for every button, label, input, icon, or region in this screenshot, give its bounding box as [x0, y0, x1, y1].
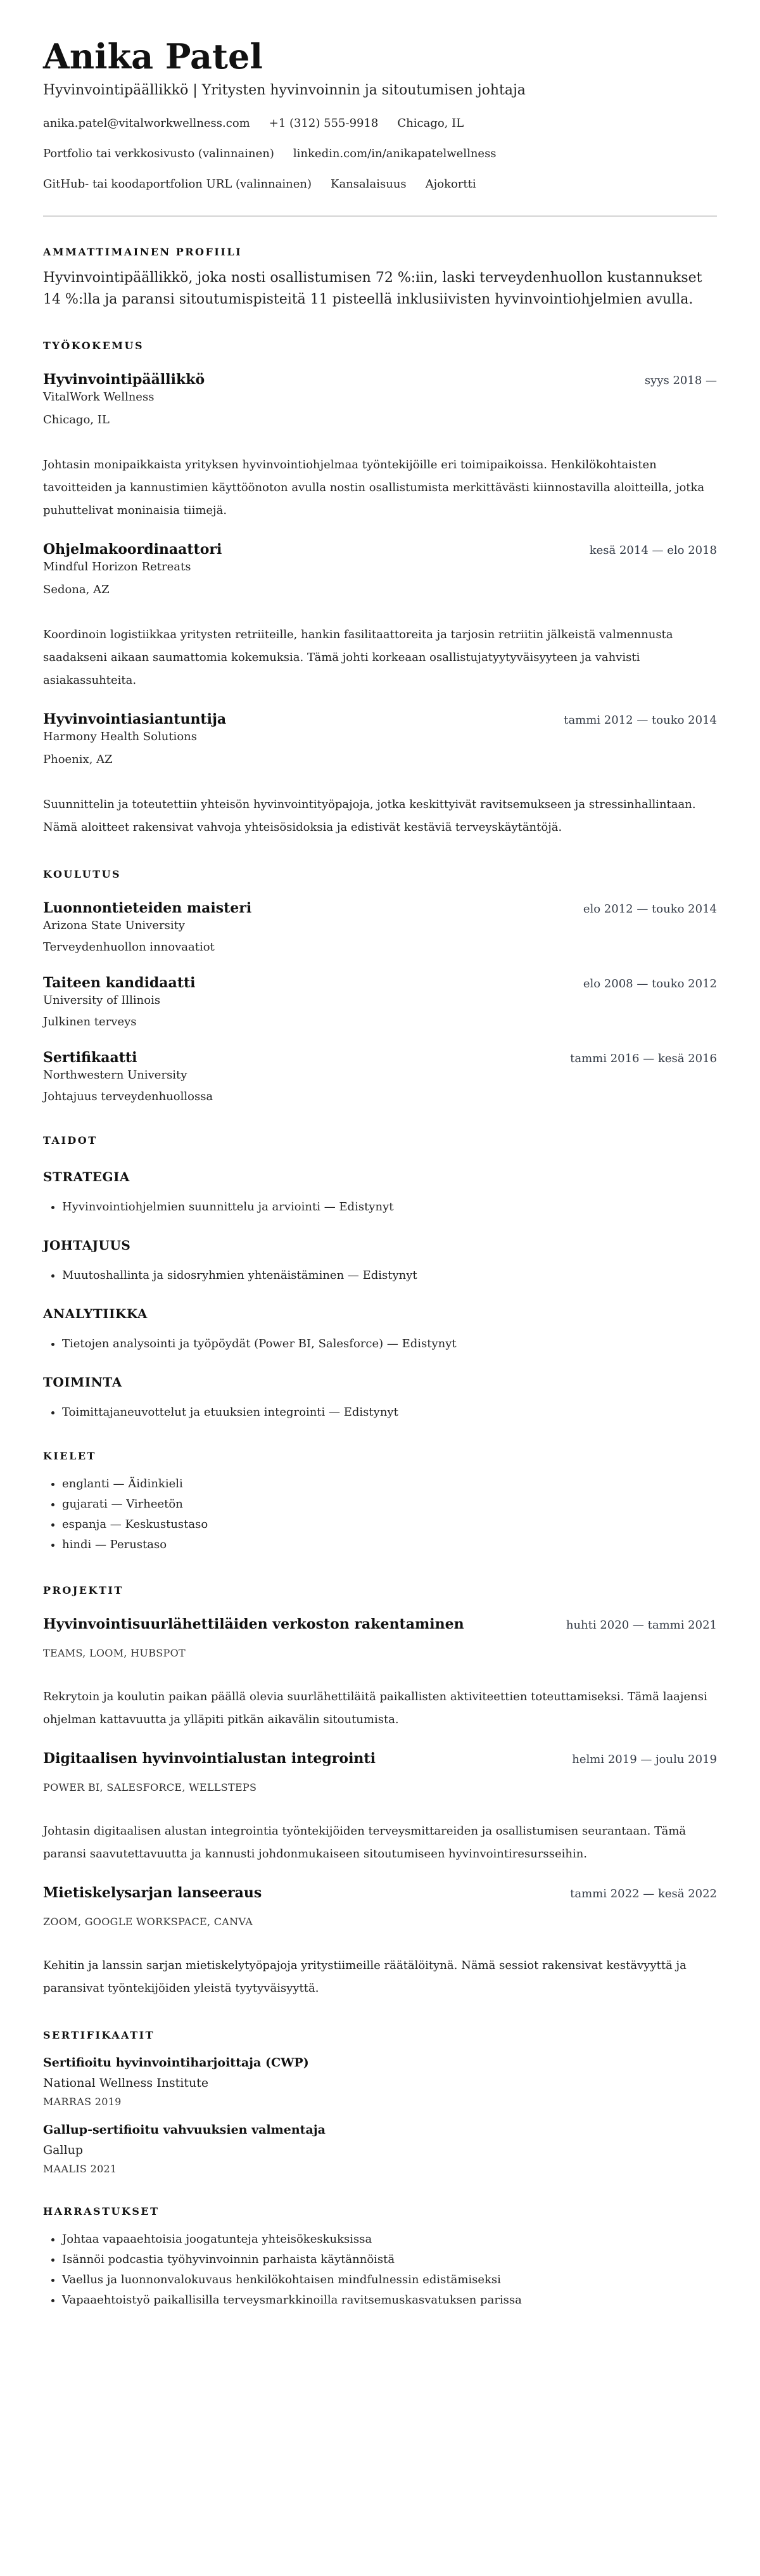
project-title: Hyvinvointisuurlähettiläiden verkoston rakentaminen [43, 1616, 464, 1632]
project-tech: ZOOM, GOOGLE WORKSPACE, CANVA [43, 1916, 253, 1928]
school-name: Arizona State University [43, 919, 185, 932]
drivers-license: Ajokortti [425, 177, 476, 191]
section-title-education: KOULUTUS [43, 868, 122, 880]
skill-group-title: JOHTAJUUS [43, 1238, 131, 1253]
education-dates: tammi 2016 — kesä 2016 [570, 1052, 717, 1065]
resume-header [43, 37, 717, 217]
contact-row-3 [43, 176, 717, 193]
section-title-projects: PROJEKTIT [43, 1584, 124, 1596]
headline: Hyvinvointipäällikkö | Yritysten hyvinvoinnin ja sitoutumisen johtaja [43, 82, 526, 98]
skill-list [43, 1199, 717, 1215]
language-item: • englanti — Äidinkieli [62, 1474, 717, 1494]
field-of-study: Terveydenhuollon innovaatiot [43, 940, 215, 954]
project-title: Digitaalisen hyvinvointialustan integrointi [43, 1750, 376, 1767]
section-title-languages: KIELET [43, 1450, 96, 1462]
skill-item: • Tietojen analysointi ja työpöydät (Power BI, Salesforce) — Edistynyt [62, 1336, 717, 1352]
project-dates: huhti 2020 — tammi 2021 [566, 1618, 717, 1632]
job-dates: tammi 2012 — touko 2014 [564, 714, 717, 727]
field-of-study: Julkinen terveys [43, 1015, 137, 1028]
profile-summary: Hyvinvointipäällikkö, joka nosti osallistumisen 72 %:iin, laski terveydenhuollon kustannukset 14 %:lla ja paransi sitoutumispisteitä 11 pisteellä inklusiivisten hyvinvointiohjelmien avulla. [43, 270, 702, 307]
certification-name: Sertifioitu hyvinvointiharjoittaja (CWP) [43, 2056, 309, 2070]
skill-list [43, 1404, 717, 1421]
experience-section [43, 340, 717, 839]
education-entry [43, 1048, 717, 1105]
experience-entry [43, 710, 717, 839]
language-item: • gujarati — Virheetön [62, 1494, 717, 1515]
school-name: Northwestern University [43, 1068, 187, 1082]
profile-section [43, 246, 717, 311]
interest-item: • Vaellus ja luonnonvalokuvaus henkilökohtaisen mindfulnessin edistämiseksi [62, 2270, 717, 2290]
language-list [43, 1474, 717, 1555]
job-dates: syys 2018 — [644, 374, 717, 387]
certification-entry [43, 2054, 717, 2109]
degree-name: Taiteen kandidaatti [43, 975, 196, 991]
company-name: Harmony Health Solutions [43, 730, 197, 743]
education-dates: elo 2012 — touko 2014 [583, 902, 717, 916]
project-entry [43, 1749, 717, 1866]
interest-item: • Vapaaehtoistyö paikallisilla terveysmarkkinoilla ravitsemuskasvatuksen parissa [62, 2290, 717, 2310]
languages-section [43, 1450, 717, 1555]
project-description: Kehitin ja lanssin sarjan mietiskelytyöpajoja yritystiimeille räätälöitynä. Nämä sessiot rakensivat kestävyyttä ja paransivat työntekijöiden yleistä tyytyväisyyttä. [43, 1959, 687, 1995]
github-link[interactable]: GitHub- tai koodaportfolion URL (valinnainen) [43, 177, 312, 191]
education-dates: elo 2008 — touko 2012 [583, 977, 717, 990]
interest-item: • Johtaa vapaaehtoisia joogatunteja yhteisökeskuksissa [62, 2229, 717, 2250]
company-name: VitalWork Wellness [43, 390, 155, 404]
job-title: Hyvinvointipäällikkö [43, 371, 205, 388]
education-entry [43, 899, 717, 956]
skills-section [43, 1134, 717, 1421]
education-entry [43, 973, 717, 1030]
skill-group-title: STRATEGIA [43, 1169, 130, 1184]
skill-item: • Toimittajaneuvottelut ja etuuksien integrointi — Edistynyt [62, 1404, 717, 1421]
skill-group-title: TOIMINTA [43, 1375, 122, 1390]
job-dates: kesä 2014 — elo 2018 [589, 544, 717, 557]
education-section [43, 868, 717, 1105]
job-location: Sedona, AZ [43, 583, 110, 596]
projects-section [43, 1584, 717, 2000]
project-title: Mietiskelysarjan lanseeraus [43, 1885, 262, 1901]
certification-name: Gallup-sertifioitu vahvuuksien valmentaja [43, 2123, 326, 2137]
project-tech: TEAMS, LOOM, HUBSPOT [43, 1647, 186, 1659]
experience-entry [43, 540, 717, 692]
interest-item: • Isännöi podcastia työhyvinvoinnin parhaista käytännöistä [62, 2250, 717, 2270]
section-title-certifications: SERTIFIKAATIT [43, 2029, 155, 2041]
section-title-interests: HARRASTUKSET [43, 2205, 160, 2217]
skill-group-title: ANALYTIIKKA [43, 1306, 148, 1321]
project-entry [43, 1883, 717, 2000]
project-dates: tammi 2022 — kesä 2022 [570, 1887, 717, 1900]
job-location: Phoenix, AZ [43, 753, 113, 766]
school-name: University of Illinois [43, 994, 161, 1007]
location: Chicago, IL [397, 117, 464, 130]
job-title: Hyvinvointiasiantuntija [43, 711, 227, 727]
section-title-profile: AMMATTIMAINEN PROFIILI [43, 246, 243, 258]
phone-link[interactable]: +1 (312) 555-9918 [269, 117, 379, 130]
certification-issuer: National Wellness Institute [43, 2076, 209, 2090]
skill-item: • Hyvinvointiohjelmien suunnittelu ja arviointi — Edistynyt [62, 1199, 717, 1215]
header-divider [43, 215, 717, 217]
linkedin-link[interactable]: linkedin.com/in/anikapatelwellness [293, 147, 497, 160]
job-description: Koordinoin logistiikkaa yritysten retriiteille, hankin fasilitaattoreita ja tarjosin retriitin jälkeistä valmennusta saadakseni aikaan saumattomia kokemuksia. Tämä johti korkeaan osallistujatyytyväisyyteen ja vahvisti asiakassuhteita. [43, 628, 673, 687]
company-name: Mindful Horizon Retreats [43, 560, 191, 574]
interests-section [43, 2205, 717, 2310]
section-title-skills: TAIDOT [43, 1134, 98, 1146]
field-of-study: Johtajuus terveydenhuollossa [43, 1090, 213, 1103]
citizenship: Kansalaisuus [331, 177, 407, 191]
portfolio-link[interactable]: Portfolio tai verkkosivusto (valinnainen) [43, 147, 274, 160]
language-item: • hindi — Perustaso [62, 1535, 717, 1555]
degree-name: Luonnontieteiden maisteri [43, 900, 252, 916]
job-description: Johtasin monipaikkaista yrityksen hyvinvointiohjelmaa työntekijöille eri toimipaikoissa. Henkilökohtaisten tavoitteiden ja kannustimien käyttöönoton avulla nostin osallistumista merkittävästi kiinnostavilla aloitteilla, jotka puhuttelivat moninaisia tiimejä. [43, 458, 705, 517]
job-location: Chicago, IL [43, 413, 110, 426]
skill-item: • Muutoshallinta ja sidosryhmien yhtenäistäminen — Edistynyt [62, 1267, 717, 1284]
certification-entry [43, 2122, 717, 2176]
language-item: • espanja — Keskustustaso [62, 1515, 717, 1535]
certification-date: MARRAS 2019 [43, 2096, 122, 2108]
section-title-experience: TYÖKOKEMUS [43, 340, 144, 352]
email-link[interactable]: anika.patel@vitalworkwellness.com [43, 117, 250, 130]
skill-list [43, 1267, 717, 1284]
experience-entry [43, 370, 717, 522]
candidate-name: Anika Patel [43, 36, 263, 77]
contact-row-1 [43, 115, 717, 132]
project-entry [43, 1615, 717, 1731]
contact-row-2 [43, 146, 717, 162]
certifications-section [43, 2029, 717, 2176]
interest-list [43, 2229, 717, 2310]
project-tech: POWER BI, SALESFORCE, WELLSTEPS [43, 1781, 257, 1793]
certification-date: MAALIS 2021 [43, 2163, 117, 2175]
degree-name: Sertifikaatti [43, 1049, 137, 1066]
project-dates: helmi 2019 — joulu 2019 [572, 1753, 717, 1766]
project-description: Johtasin digitaalisen alustan integrointia työntekijöiden terveysmittareiden ja osallistumisen seurantaan. Tämä paransi saavutettavuutta ja kannusti johdonmukaiseen sitoutumiseen hyvinvointiresursseihin. [43, 1824, 687, 1861]
certification-issuer: Gallup [43, 2143, 84, 2157]
job-title: Ohjelmakoordinaattori [43, 541, 222, 558]
project-description: Rekrytoin ja koulutin paikan päällä olevia suurlähettiläitä paikallisten aktiviteettien toteuttamiseksi. Tämä laajensi ohjelman kattavuutta ja ylläpiti pitkän aikavälin sitoutumista. [43, 1690, 707, 1726]
skill-list [43, 1336, 717, 1352]
job-description: Suunnittelin ja toteutettiin yhteisön hyvinvointityöpajoja, jotka keskittyivät ravitsemukseen ja stressinhallintaan. Nämä aloitteet rakensivat vahvoja yhteisösidoksia ja edistivät kestäviä terveyskäytäntöjä. [43, 798, 696, 834]
